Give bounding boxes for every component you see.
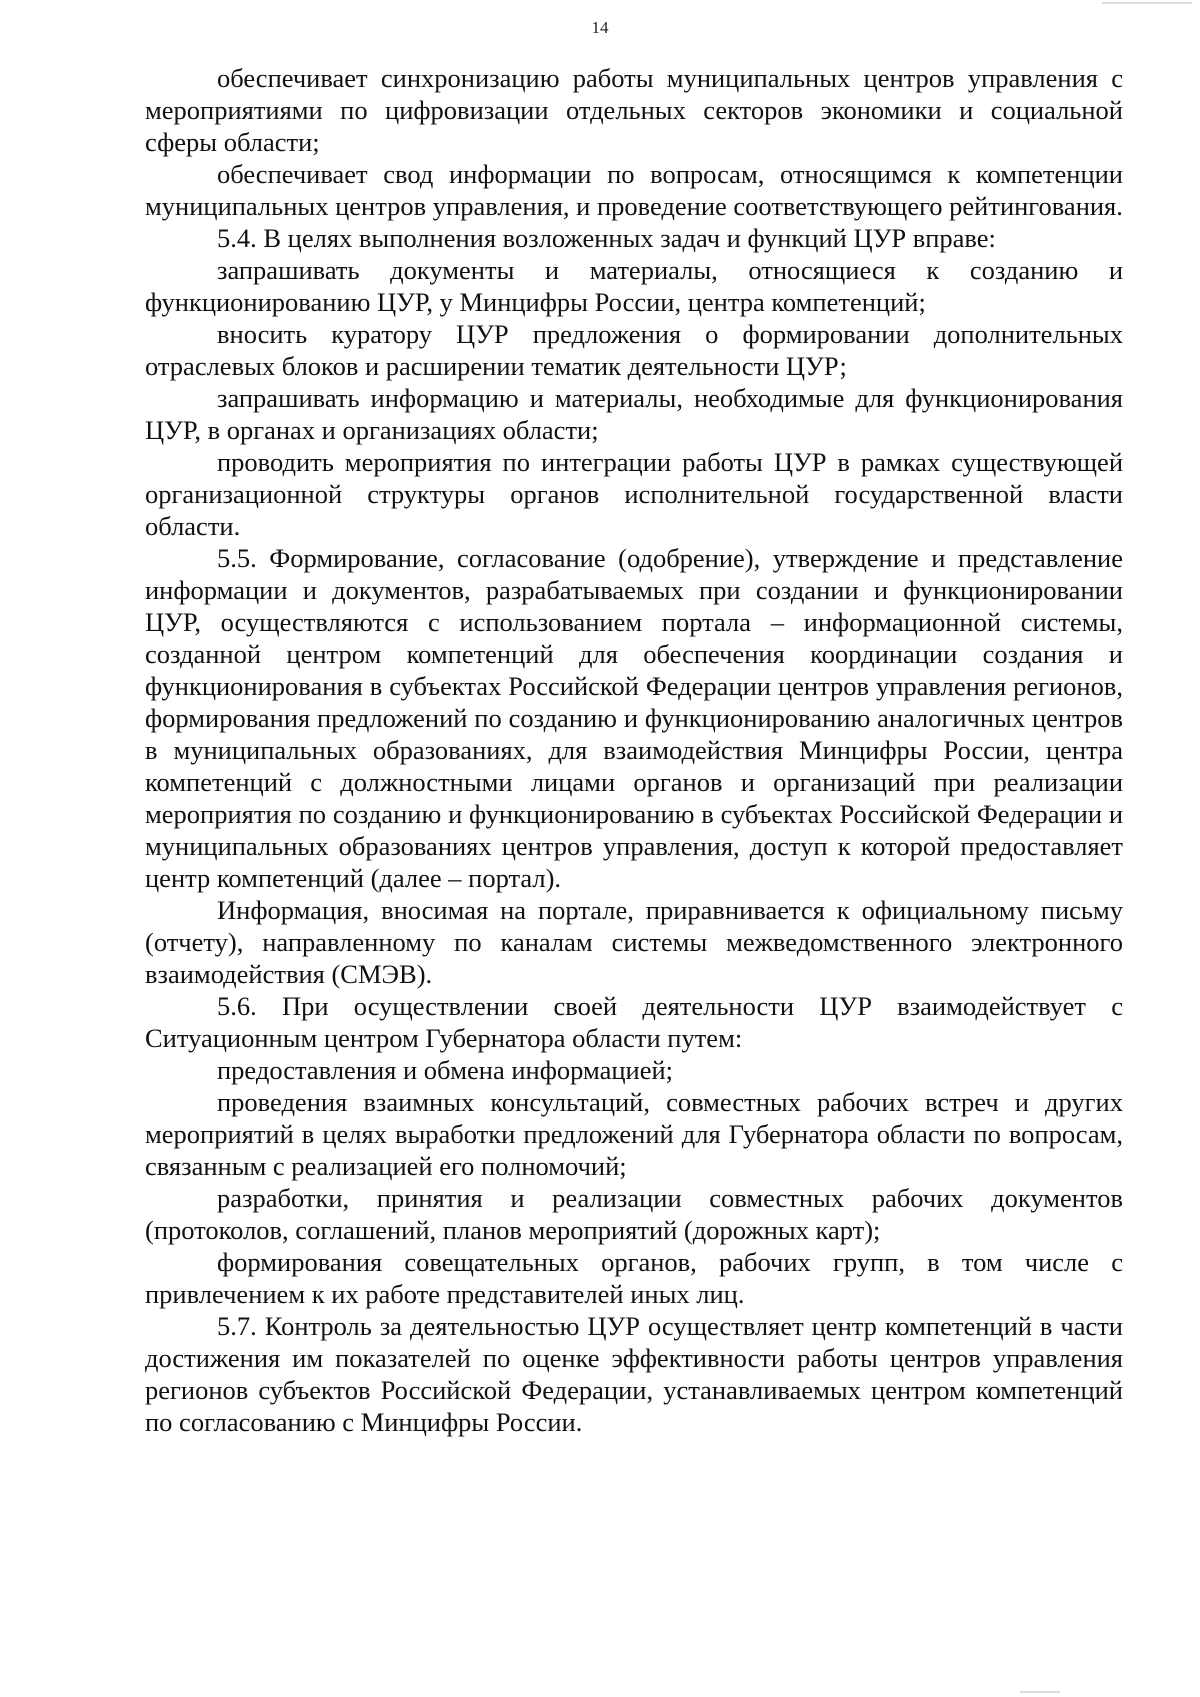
- section-5-6: 5.6. При осуществлении своей деятельности ЦУР взаимодействует с Ситуационным центром Губернатора области путем:: [145, 991, 1123, 1053]
- section-5-5: 5.5. Формирование, согласование (одобрение), утверждение и представление информации и документов, разрабатываемых при создании и функционировании ЦУР, осуществляются с использованием портала – информационной системы, созданной центром компетенций для обеспечения координации создания и функционирования в субъектах Российской Федерации центров управления регионов, формирования предложений по созданию и функционированию аналогичных центров в муниципальных образованиях, для взаимодействия Минцифры России, центра компетенций с должностными лицами органов и организаций при реализации мероприятия по созданию и функционированию в субъектах Российской Федерации и муниципальных образованиях центров управления, доступ к которой предоставляет центр компетенций (далее – портал).: [145, 543, 1123, 893]
- paragraph: проводить мероприятия по интеграции работы ЦУР в рамках существующей организационной структуры органов исполнительной государственной власти области.: [145, 447, 1123, 541]
- paragraph: вносить куратору ЦУР предложения о формировании дополнительных отраслевых блоков и расширении тематик деятельности ЦУР;: [145, 319, 1123, 381]
- page-number: 14: [591, 18, 609, 37]
- paragraph: Информация, вносимая на портале, приравнивается к официальному письму (отчету), направленному по каналам системы межведомственного электронного взаимодействия (СМЭВ).: [145, 895, 1123, 989]
- paragraph: запрашивать информацию и материалы, необходимые для функционирования ЦУР, в органах и организациях области;: [145, 383, 1123, 445]
- paragraph: обеспечивает синхронизацию работы муниципальных центров управления с мероприятиями по цифровизации отдельных секторов экономики и социальной сферы области;: [145, 63, 1123, 157]
- document-body: [145, 62, 1123, 1438]
- paragraph: формирования совещательных органов, рабочих групп, в том числе с привлечением к их работе представителей иных лиц.: [145, 1247, 1123, 1309]
- section-5-7: 5.7. Контроль за деятельностью ЦУР осуществляет центр компетенций в части достижения им показателей по оценке эффективности работы центров управления регионов субъектов Российской Федерации, устанавливаемых центром компетенций по согласованию с Минцифры России.: [145, 1311, 1123, 1437]
- paragraph: запрашивать документы и материалы, относящиеся к созданию и функционированию ЦУР, у Минцифры России, центра компетенций;: [145, 255, 1123, 317]
- scan-artifact: [1102, 2, 1192, 4]
- paragraph: обеспечивает свод информации по вопросам, относящимся к компетенции муниципальных центров управления, и проведение соответствующего рейтингования.: [145, 159, 1123, 221]
- section-heading-5-4: 5.4. В целях выполнения возложенных задач и функций ЦУР вправе:: [217, 223, 996, 253]
- paragraph: разработки, принятия и реализации совместных рабочих документов (протоколов, соглашений, планов мероприятий (дорожных карт);: [145, 1183, 1123, 1245]
- paragraph: проведения взаимных консультаций, совместных рабочих встреч и других мероприятий в целях выработки предложений для Губернатора области по вопросам, связанным с реализацией его полномочий;: [145, 1087, 1123, 1181]
- scan-artifact: [1020, 1691, 1060, 1693]
- paragraph: предоставления и обмена информацией;: [217, 1055, 674, 1085]
